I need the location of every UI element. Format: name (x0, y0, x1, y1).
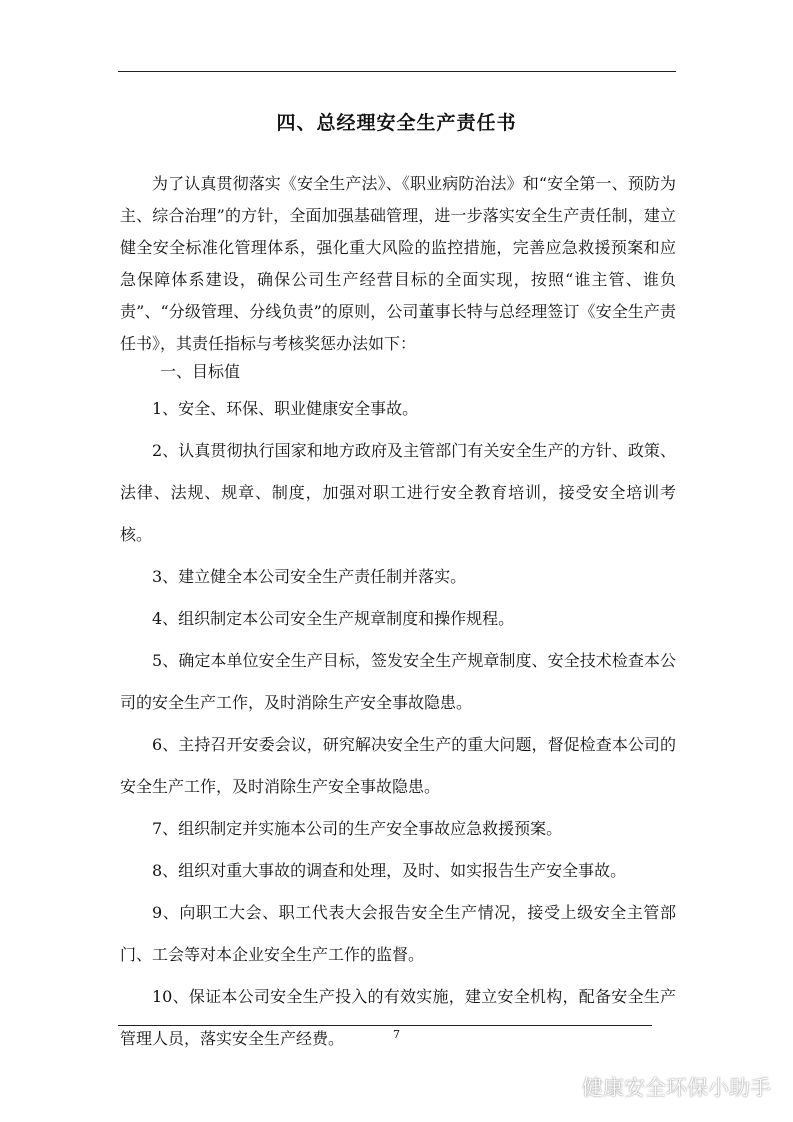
watermark-text: 健康安全环保小助手 (582, 1076, 771, 1100)
responsibility-list (120, 388, 676, 1060)
intro-paragraph: 为了认真贯彻落实《安全生产法》、《职业病防治法》和“安全第一、预防为主、综合治理”的方针，全面加强基础管理，进一步落实安全生产责任制，建立健全安全标准化管理体系，强化重大风险的监控措施，完善应急救援预案和应急保障体系建设，确保公司生产经营目标的全面实现，按照“谁主管、谁负责”、“分级管理、分线负责”的原则，公司董事长特与总经理签订《安全生产责任书》，其责任指标与考核奖惩办法如下： (120, 174, 676, 353)
list-item: 5、确定本单位安全生产目标，签发安全生产规章制度、安全技术检查本公司的安全生产工作，及时消除生产安全事故隐患。 (120, 651, 676, 712)
list-item: 2、认真贯彻执行国家和地方政府及主管部门有关安全生产的方针、政策、法律、法规、规章、制度，加强对职工进行安全教育培训，接受安全培训考核。 (120, 441, 676, 544)
page-title: 四、总经理安全生产责任书 (276, 112, 517, 134)
section-heading: 一、目标值 (160, 362, 241, 381)
list-item: 6、主持召开安委会议，研究解决安全生产的重大问题，督促检查本公司的安全生产工作，及时消除生产安全事故隐患。 (120, 735, 676, 796)
header-rule (118, 71, 676, 72)
list-item: 10、保证本公司安全生产投入的有效实施，建立安全机构，配备安全生产管理人员，落实安全生产经费。 (120, 987, 676, 1048)
list-item: 7、组织制定并实施本公司的生产安全事故应急救援预案。 (152, 819, 563, 838)
list-item: 3、建立健全本公司安全生产责任制并落实。 (152, 567, 467, 586)
page-number: 7 (393, 1028, 400, 1041)
list-item: 4、组织制定本公司安全生产规章制度和操作规程。 (152, 609, 515, 628)
list-item: 9、向职工大会、职工代表大会报告安全生产情况，接受上级安全主管部门、工会等对本企业安全生产工作的监督。 (120, 903, 676, 964)
footer-rule (118, 1025, 652, 1026)
wechat-icon (540, 1073, 574, 1101)
list-item: 8、组织对重大事故的调查和处理，及时、如实报告生产安全事故。 (152, 861, 627, 880)
list-item: 1、安全、环保、职业健康安全事故。 (152, 399, 419, 418)
watermark (540, 1072, 771, 1102)
